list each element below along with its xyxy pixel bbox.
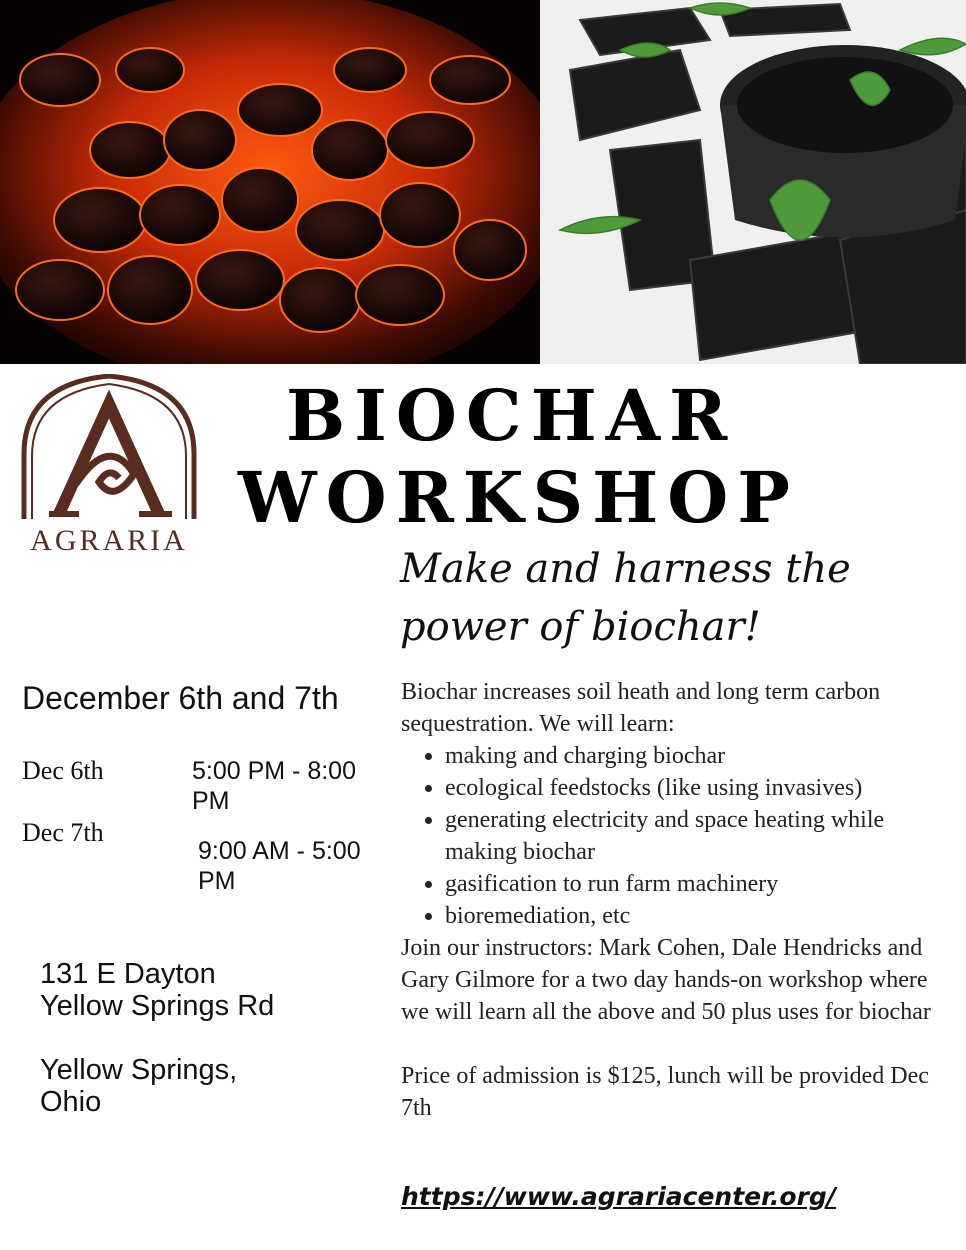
website-link[interactable]: https://www.agrariacenter.org/	[401, 1182, 836, 1211]
list-item: • gasification to run farm machinery	[445, 868, 949, 900]
session-day: Dec 6th	[22, 756, 104, 785]
address	[40, 958, 280, 1118]
charcoal-illustration	[540, 0, 966, 364]
session-time: 5:00 PM - 8:00 PM	[192, 757, 356, 815]
intro-text: Biochar increases soil heath and long term carbon sequestration. We will learn:	[401, 679, 881, 737]
agraria-emblem-icon	[14, 374, 204, 524]
list-item: • ecological feedstocks (like using invasives)	[445, 772, 949, 804]
charcoal-bowl-photo	[540, 0, 966, 364]
fire-illustration	[0, 0, 540, 364]
list-item: • bioremediation, etc	[445, 900, 949, 932]
dates-heading: December 6th and 7th	[22, 680, 339, 716]
session-time: 9:00 AM - 5:00 PM	[198, 837, 361, 895]
list-item: • generating electricity and space heating while making biochar	[445, 804, 949, 868]
instructors-text: Join our instructors: Mark Cohen, Dale Hendricks and Gary Gilmore for a two day hands-on workshop where we will learn all the above and 50 plus uses for biochar	[401, 935, 931, 1025]
price-text: Price of admission is $125, lunch will be provided Dec 7th	[401, 1063, 929, 1121]
title-line-2: WORKSHOP	[238, 456, 799, 539]
address-city: Yellow Springs, Ohio	[40, 1054, 238, 1118]
session-day: Dec 7th	[22, 818, 104, 847]
tagline: Make and harness the power of biochar!	[400, 546, 851, 650]
address-street: 131 E Dayton Yellow Springs Rd	[40, 958, 275, 1022]
description	[401, 676, 949, 1124]
logo-wordmark: AGRARIA	[30, 524, 188, 557]
spacer	[40, 1022, 280, 1054]
title-line-1: BIOCHAR	[286, 374, 737, 457]
list-item: • making and charging biochar	[445, 740, 949, 772]
spacer	[401, 1028, 949, 1060]
charcoal-fire-photo	[0, 0, 540, 364]
topics-list	[401, 740, 949, 932]
